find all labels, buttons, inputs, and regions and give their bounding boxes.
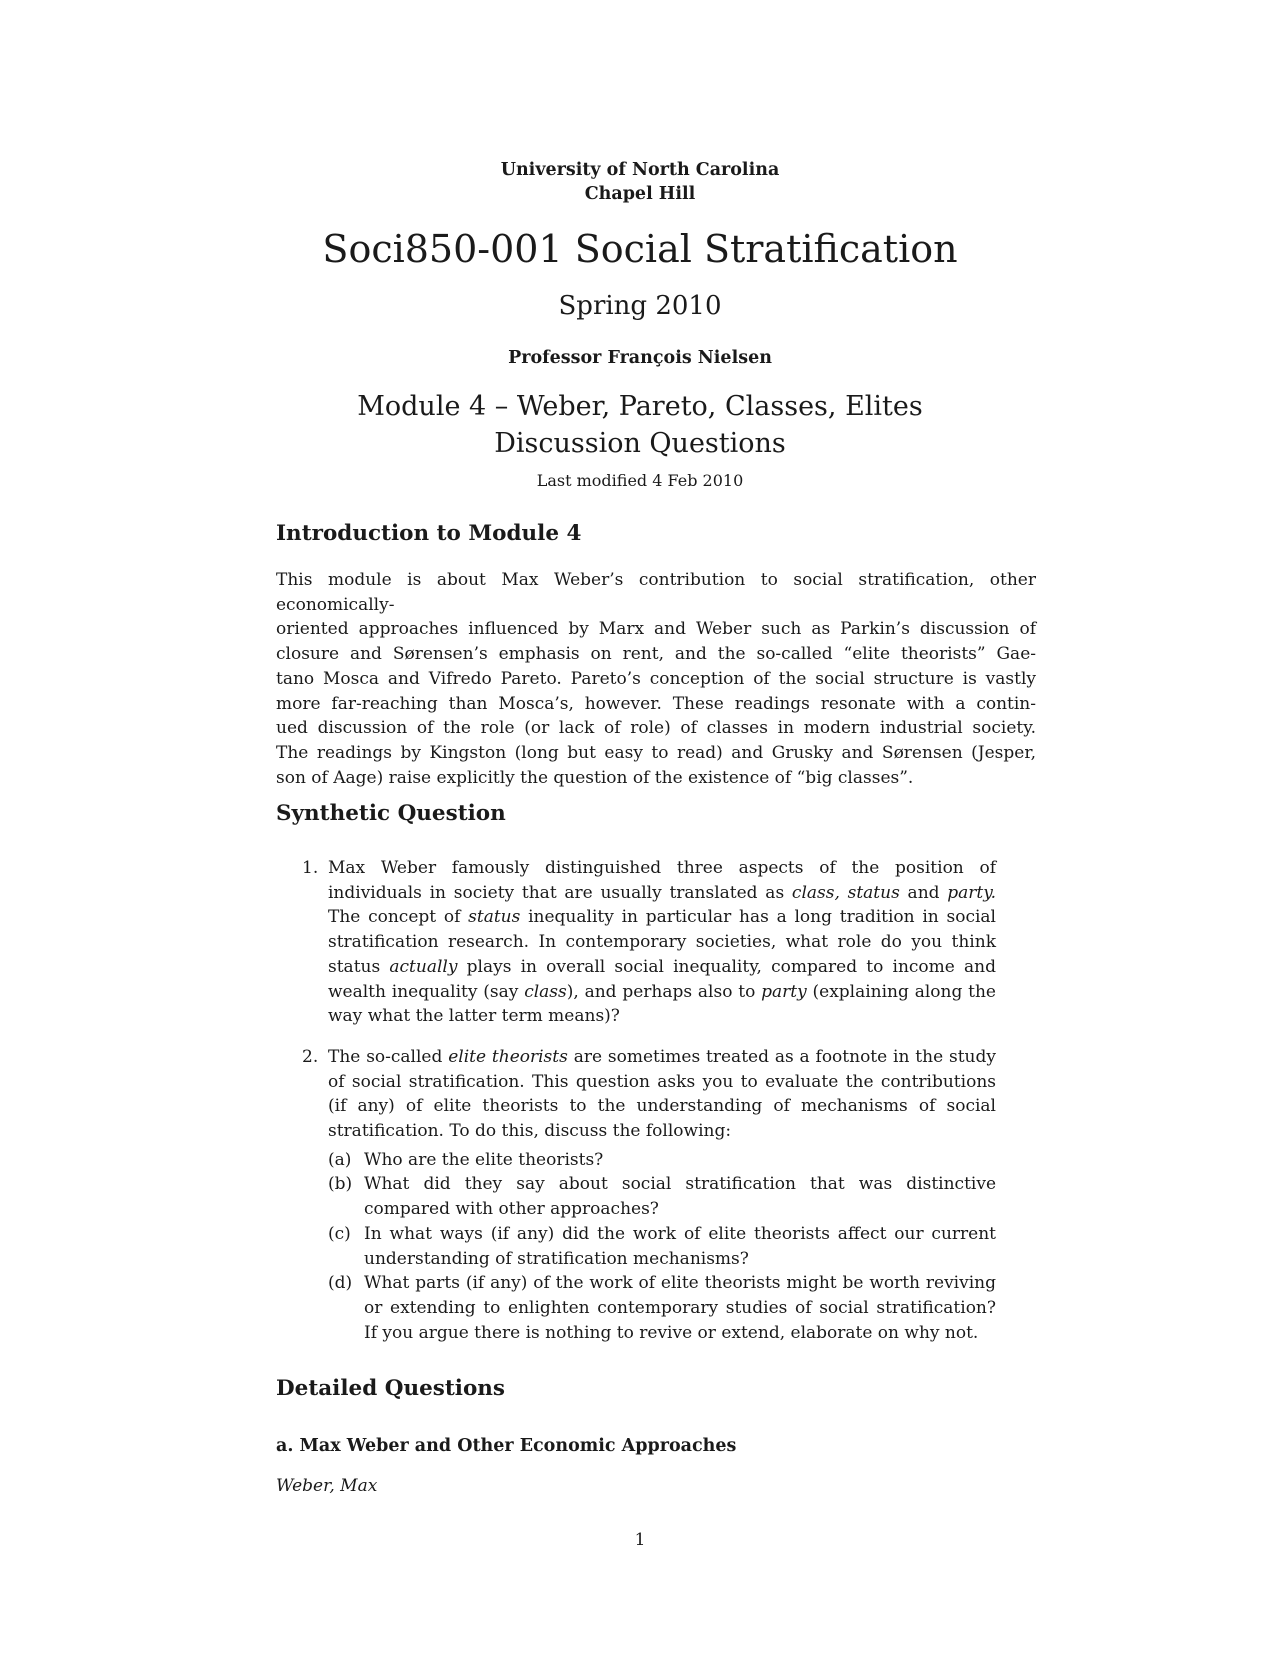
q2-text: The so-called xyxy=(328,1046,449,1067)
term: Spring 2010 xyxy=(558,291,722,321)
intro-line: oriented approaches influenced by Marx and Weber such as Parkin’s discussion of xyxy=(276,619,1036,640)
sub-label: (c) xyxy=(328,1223,351,1244)
q1-em-party: party xyxy=(761,981,807,1002)
course-title: Soci850-001 Social Stratification xyxy=(322,227,958,271)
intro-line: tano Mosca and Vifredo Pareto. Pareto’s conception of the social structure is vastly xyxy=(276,668,1036,689)
subquestion-c xyxy=(328,1222,996,1271)
q2-subquestions xyxy=(328,1148,996,1346)
question-1 xyxy=(276,856,996,1029)
module-heading xyxy=(0,388,1280,462)
synthetic-heading: Synthetic Question xyxy=(276,801,506,826)
subquestion-b xyxy=(328,1172,996,1221)
page-number: 1 xyxy=(634,1530,646,1550)
university-name: University of North Carolina xyxy=(500,160,780,180)
author-name: Weber, Max xyxy=(276,1476,378,1496)
question-number: 2. xyxy=(302,1046,319,1067)
last-modified: Last modified 4 Feb 2010 xyxy=(536,471,744,490)
q1-em-class-status: class, status xyxy=(791,882,900,903)
professor-name: Professor François Nielsen xyxy=(508,348,772,368)
subquestion-a xyxy=(328,1148,996,1173)
sub-text: What parts (if any) of the work of elite theorists might be worth reviving or extending to enlighten contemporary studies of social stratification? If you argue there is nothing to revive or extend, elaborate on why not. xyxy=(364,1273,996,1343)
q1-text: inequality in particular has a long tradition in social stratification research. In contemporary societies, what role do you think status xyxy=(328,907,996,977)
intro-line: The readings by Kingston (long but easy to read) and Grusky and Sørensen (Jesper, xyxy=(276,742,1036,763)
q1-em-actually: actually xyxy=(389,956,458,977)
question-2 xyxy=(276,1045,996,1345)
q1-text: Max Weber famously distinguished three aspects of the position of individuals in society that are usually translated as xyxy=(328,858,996,903)
intro-line: ued discussion of the role (or lack of role) of classes in modern industrial society. xyxy=(276,718,1036,739)
sub-text: In what ways (if any) did the work of elite theorists affect our current understanding of stratification mechanisms? xyxy=(364,1223,996,1269)
q1-text: plays in overall social inequality, compared to income and wealth inequality (say xyxy=(328,956,996,1002)
q1-em-party: party. xyxy=(947,882,997,903)
q1-text: The concept of xyxy=(328,907,469,928)
campus-name: Chapel Hill xyxy=(584,184,696,204)
q2-text: are sometimes treated as a footnote in the study of social stratification. This question asks you to evaluate the contributions (if any) of elite theorists to the understanding of mechanisms of social stratification. To do this, discuss the following: xyxy=(328,1046,996,1142)
intro-line: This module is about Max Weber’s contribution to social stratification, other economically- xyxy=(276,570,1036,615)
subquestion-d xyxy=(328,1271,996,1345)
module-title: Module 4 – Weber, Pareto, Classes, Elites xyxy=(357,391,923,422)
q1-em-status: status xyxy=(468,907,521,928)
subsection-heading: a. Max Weber and Other Economic Approaches xyxy=(276,1436,737,1456)
intro-line: son of Aage) raise explicitly the question of the existence of “big classes”. xyxy=(276,767,914,788)
sub-text: Who are the elite theorists? xyxy=(364,1149,604,1170)
sub-text: What did they say about social stratification that was distinctive compared with other approaches? xyxy=(364,1174,996,1220)
university-header xyxy=(0,158,1280,206)
synthetic-questions xyxy=(276,856,996,1345)
sub-label: (b) xyxy=(328,1174,353,1195)
intro-line: closure and Sørensen’s emphasis on rent, and the so-called “elite theorists” Gae- xyxy=(276,644,1036,665)
q1-text: and xyxy=(899,882,948,903)
q2-em-elite-theorists: elite theorists xyxy=(448,1046,568,1067)
module-subtitle: Discussion Questions xyxy=(494,428,786,459)
q1-em-class: class xyxy=(524,981,567,1002)
question-number: 1. xyxy=(302,858,319,878)
detailed-heading: Detailed Questions xyxy=(276,1376,506,1401)
sub-label: (d) xyxy=(328,1273,353,1294)
intro-paragraph xyxy=(276,568,1036,790)
intro-heading: Introduction to Module 4 xyxy=(276,521,582,546)
intro-line: more far-reaching than Mosca’s, however. These readings resonate with a contin- xyxy=(276,693,1036,714)
q1-text: ), and perhaps also to xyxy=(566,981,762,1002)
q1-text: (explaining along the way what the latter term means)? xyxy=(328,981,996,1027)
sub-label: (a) xyxy=(328,1149,352,1170)
